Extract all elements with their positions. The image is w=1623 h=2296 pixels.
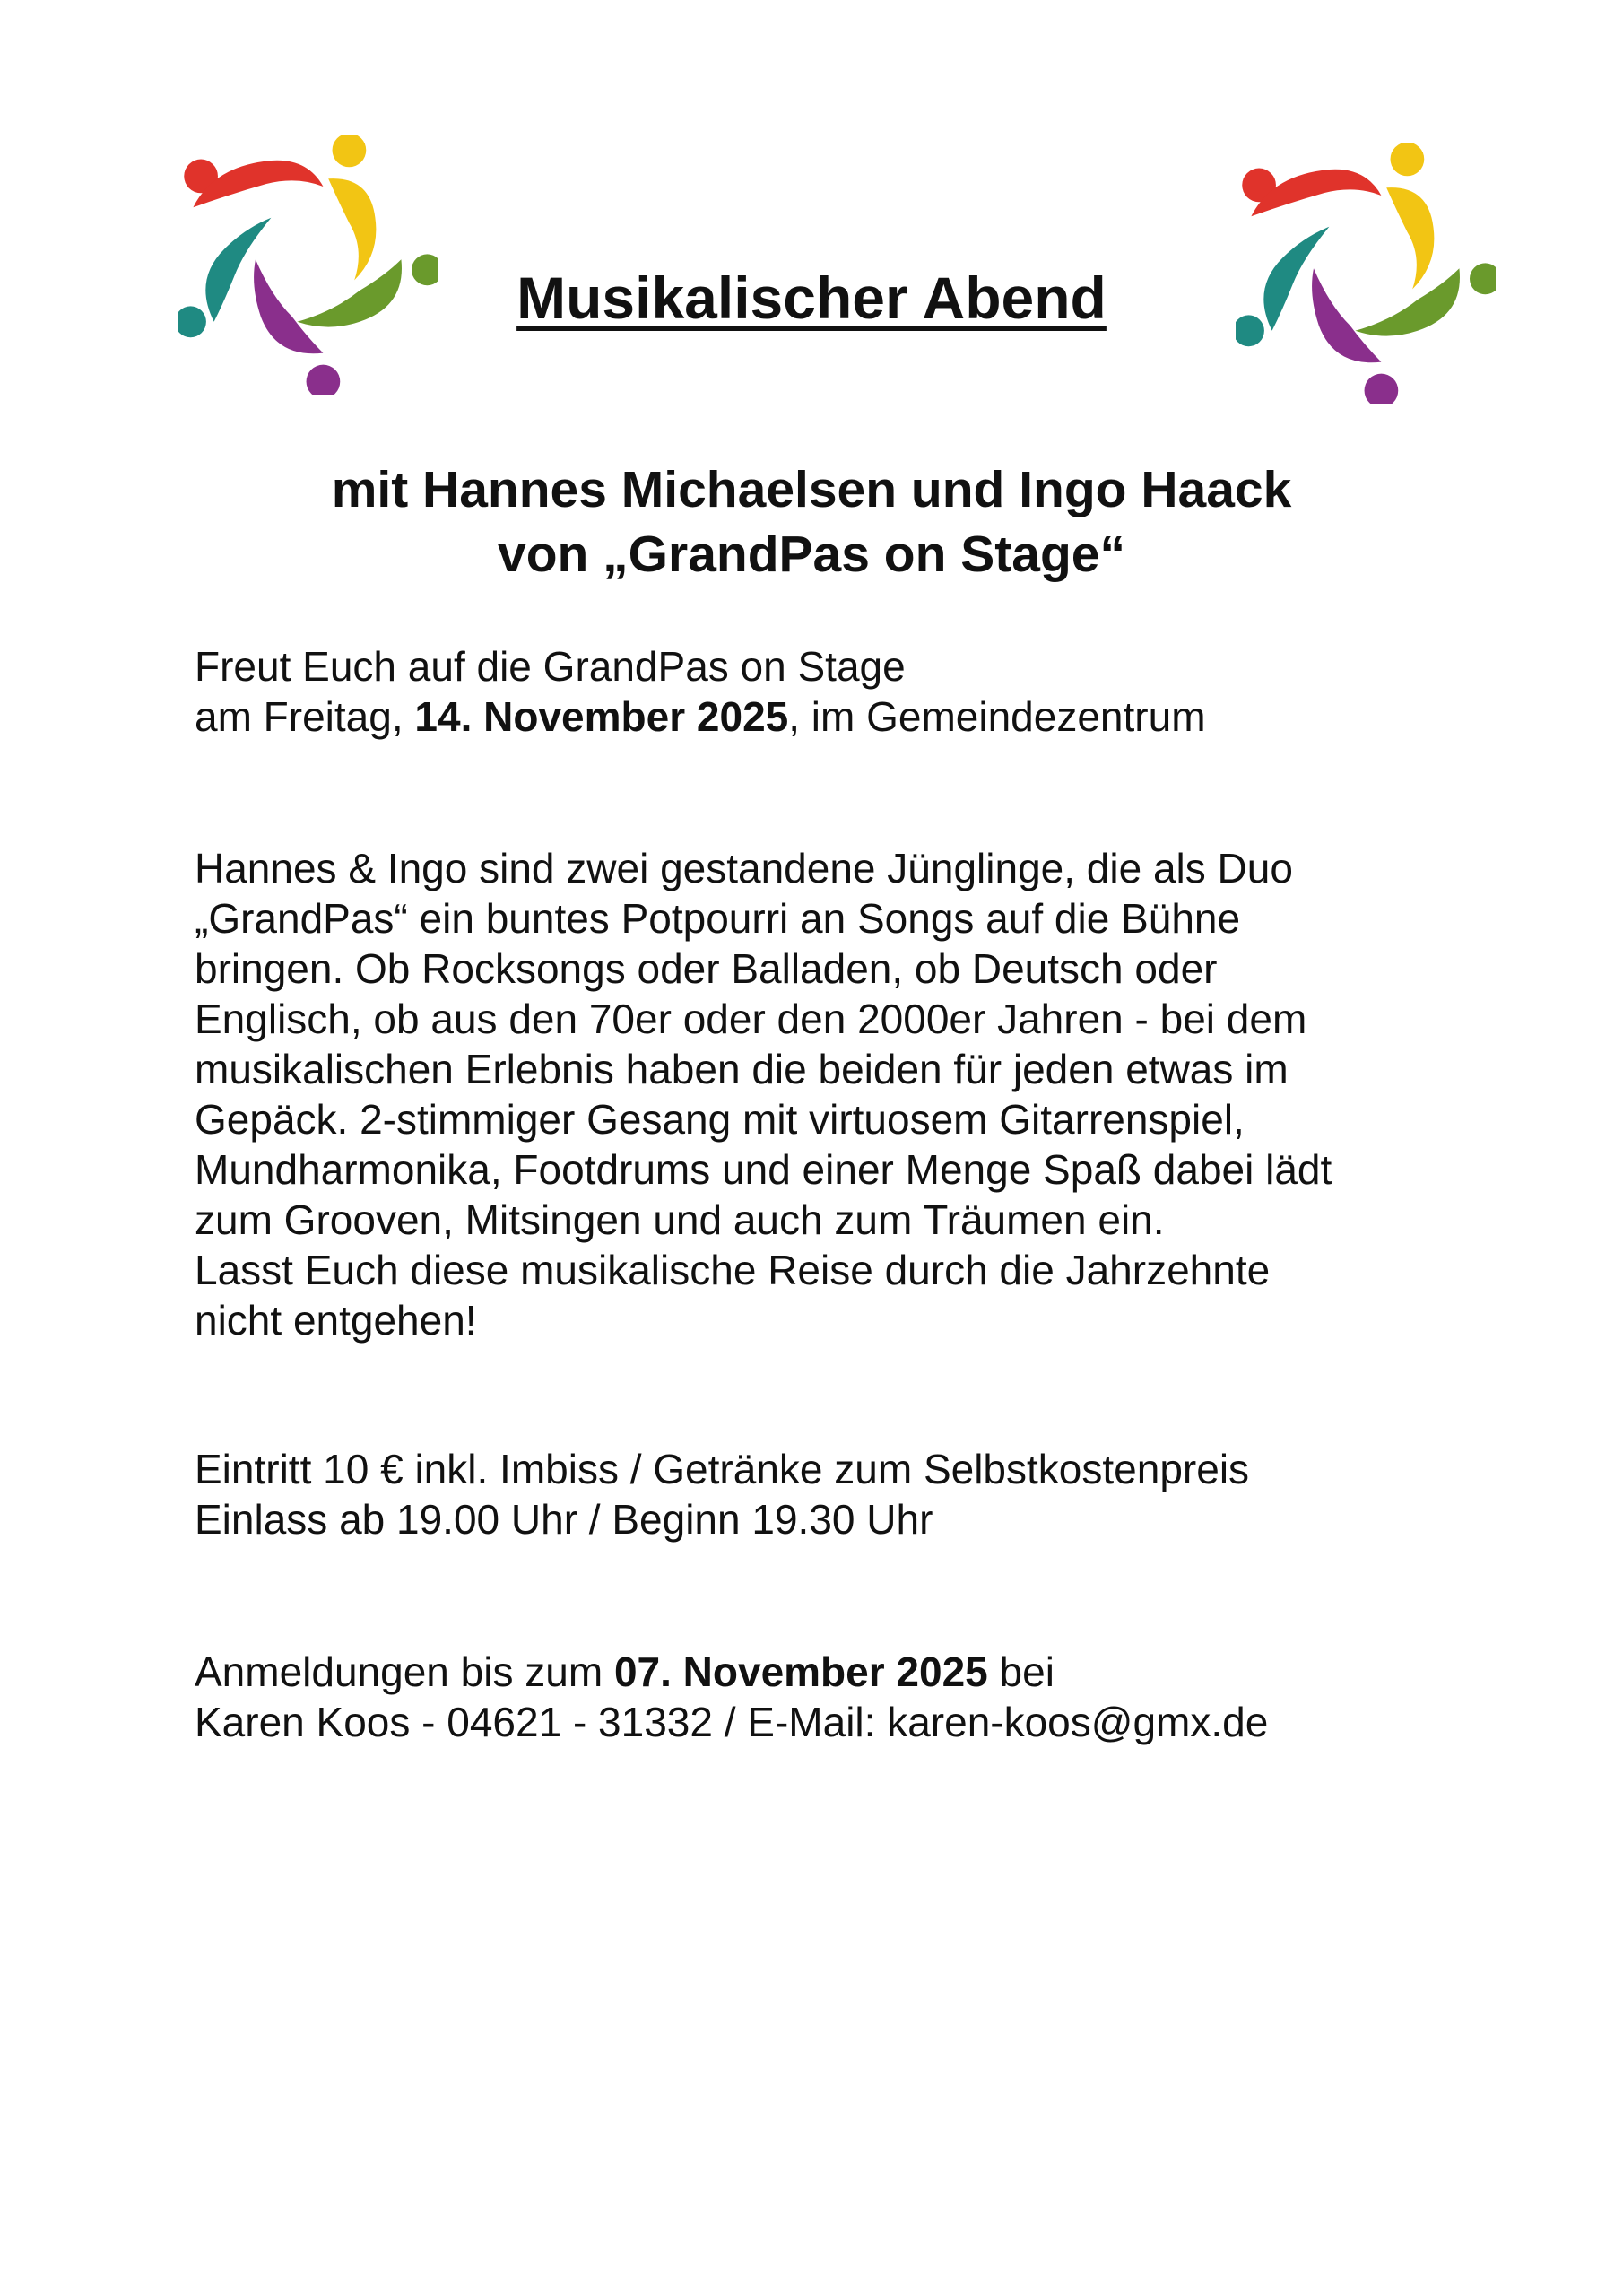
registration-suffix: bei: [987, 1648, 1055, 1695]
title-text: Musikalischer Abend: [516, 265, 1107, 331]
description-line: nicht entgehen!: [195, 1297, 477, 1344]
registration-prefix: Anmeldungen bis zum: [195, 1648, 614, 1695]
description-line: Lasst Euch diese musikalische Reise durch die Jahrzehnte: [195, 1247, 1271, 1293]
price-info: [195, 1444, 1468, 1544]
registration-info: [195, 1647, 1468, 1747]
intro-paragraph: [195, 641, 1468, 742]
registration-line-1: [195, 1647, 1468, 1697]
description-line: Gepäck. 2-stimmiger Gesang mit virtuosem Gitarrenspiel,: [195, 1096, 1245, 1143]
description-line: „GrandPas“ ein buntes Potpourri an Songs auf die Bühne: [195, 895, 1241, 942]
description-line: musikalischen Erlebnis haben die beiden für jeden etwas im: [195, 1046, 1289, 1092]
price-line-1: Eintritt 10 € inkl. Imbiss / Getränke zum Selbstkostenpreis: [195, 1446, 1250, 1492]
intro-line-1: Freut Euch auf die GrandPas on Stage: [195, 643, 906, 690]
description-line: Mundharmonika, Footdrums und einer Menge Spaß dabei lädt: [195, 1146, 1332, 1193]
subtitle-line-2: von „GrandPas on Stage“: [498, 526, 1125, 583]
subtitle: [0, 457, 1623, 587]
intro-line-2: [195, 691, 1468, 742]
page-title: [0, 262, 1623, 334]
registration-deadline: 07. November 2025: [613, 1648, 988, 1695]
description-line: Hannes & Ingo sind zwei gestandene Jünglinge, die als Duo: [195, 845, 1293, 891]
description-line: zum Grooven, Mitsingen und auch zum Träumen ein.: [195, 1196, 1165, 1243]
subtitle-line-1: mit Hannes Michaelsen und Ingo Haack: [331, 461, 1292, 518]
description-paragraph: [195, 843, 1468, 1345]
price-line-2: Einlass ab 19.00 Uhr / Beginn 19.30 Uhr: [195, 1496, 933, 1543]
event-date: 14. November 2025: [414, 693, 789, 740]
description-line: bringen. Ob Rocksongs oder Balladen, ob Deutsch oder: [195, 945, 1218, 992]
description-line: Englisch, ob aus den 70er oder den 2000er Jahren - bei dem: [195, 996, 1307, 1042]
intro-line-2-prefix: am Freitag,: [195, 693, 415, 740]
registration-contact: Karen Koos - 04621 - 31332 / E-Mail: karen-koos@gmx.de: [195, 1699, 1269, 1745]
intro-line-2-suffix: , im Gemeindezentrum: [788, 693, 1206, 740]
